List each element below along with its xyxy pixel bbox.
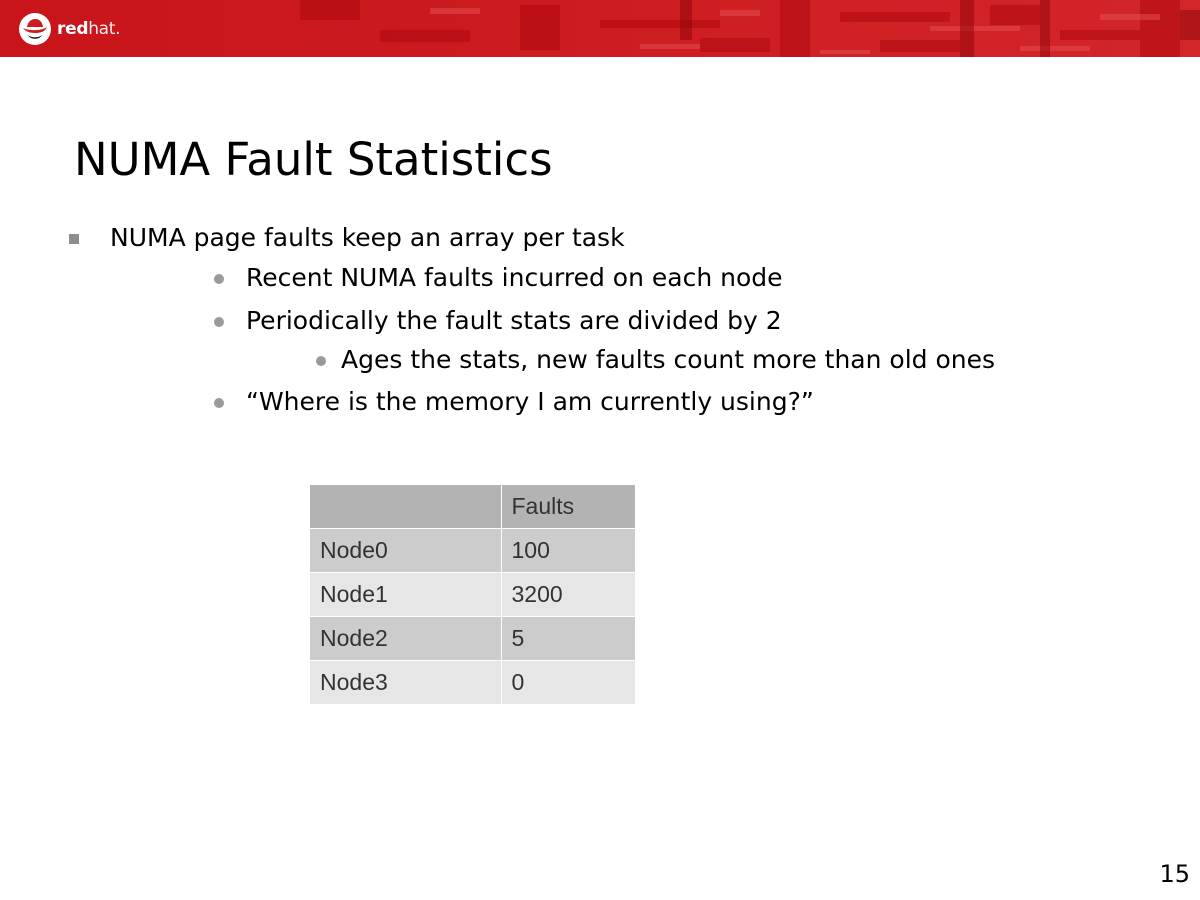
table-cell: 100: [501, 528, 635, 572]
table-header-cell: [310, 485, 501, 528]
dot-bullet-icon: [214, 317, 224, 327]
square-bullet-icon: [69, 234, 79, 244]
bullet-level3: Ages the stats, new faults count more than old ones: [341, 345, 996, 374]
bullet-level1: NUMA page faults keep an array per task: [110, 223, 625, 252]
faults-table: [310, 485, 636, 705]
table-cell: Node3: [310, 660, 501, 704]
table-cell: Node1: [310, 572, 501, 616]
bullet-level2: Periodically the fault stats are divided by 2: [246, 306, 782, 335]
redhat-logo[interactable]: [18, 12, 120, 46]
bullet-level2: Recent NUMA faults incurred on each node: [246, 263, 783, 292]
page-number: 15: [1159, 860, 1190, 888]
table-cell: 3200: [501, 572, 635, 616]
table-row: [310, 572, 635, 616]
table-row: [310, 660, 635, 704]
table-cell: Node0: [310, 528, 501, 572]
logo-wordmark: redhat.: [57, 19, 121, 39]
table-cell: 0: [501, 660, 635, 704]
table-row: [310, 528, 635, 572]
slide-title: NUMA Fault Statistics: [74, 133, 553, 186]
table-cell: 5: [501, 616, 635, 660]
table-cell: Node2: [310, 616, 501, 660]
table-header-cell: Faults: [501, 485, 635, 528]
table-row: [310, 616, 635, 660]
banner-pattern: [0, 0, 1200, 57]
dot-bullet-icon: [316, 356, 326, 366]
bullet-level2: “Where is the memory I am currently using?”: [246, 387, 814, 416]
table-header-row: [310, 485, 635, 528]
dot-bullet-icon: [214, 274, 224, 284]
dot-bullet-icon: [214, 398, 224, 408]
shadowman-logo-icon: [18, 12, 52, 46]
header-banner: [0, 0, 1200, 57]
